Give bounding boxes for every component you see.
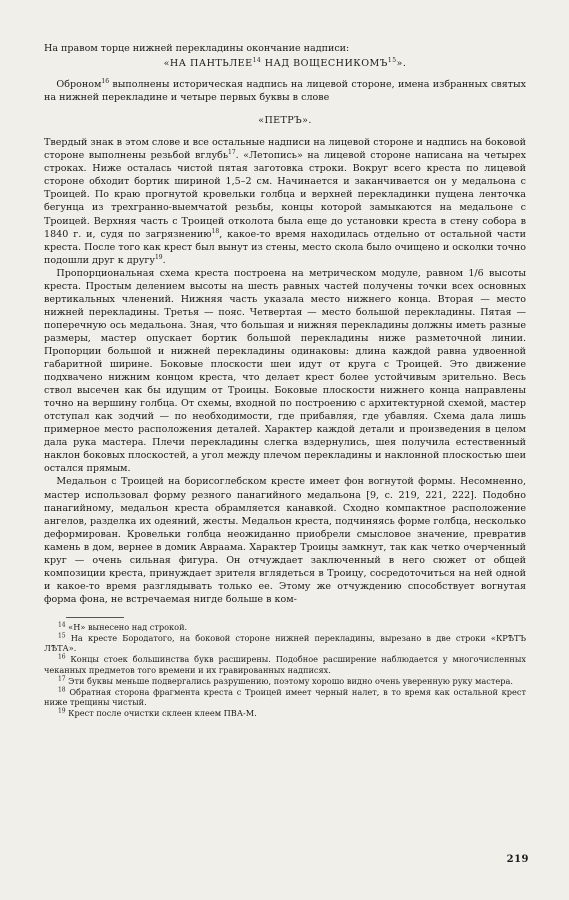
- footnote: [44, 654, 526, 675]
- inscription-line: [44, 57, 526, 70]
- footnote-number: 17: [57, 675, 66, 683]
- footnote-number: 18: [57, 686, 66, 694]
- footnote-text: Обратная сторона фрагмента креста с Троицей имеет черный налет, в то время как остальной крест ниже трещины чистый.: [44, 686, 526, 708]
- footnote-text: Концы стоек большинства букв расширены. Подобное расширение наблюдается у многочисленных чеканных предметов того времени и их гравированных надписях.: [44, 654, 526, 675]
- paragraph-text: Твердый знак в этом слове и все остальные надписи на лицевой стороне и надпись на боковой стороне выполнены резьбой вглубь: [44, 137, 526, 162]
- footnote-number: 15: [57, 632, 66, 640]
- footnote-number: 14: [57, 621, 66, 629]
- paragraph-text: .: [162, 254, 166, 266]
- footnote-text: Крест после очистки склеен клеем ПВА-М.: [65, 708, 257, 719]
- paragraph-text: Пропорциональная схема креста построена на метрическом модуле, равном: [56, 267, 463, 279]
- inscription-part: НАД ВОЩЕСНИКОМЪ: [264, 58, 388, 70]
- footnote: [44, 633, 526, 654]
- footnote-text: Эти буквы меньше подвергались разрушению, поэтому хорошо видно очень уверенную руку мастера.: [65, 675, 513, 686]
- footnote: [44, 622, 526, 633]
- footnotes: [44, 622, 526, 719]
- paragraph: [44, 267, 526, 476]
- paragraph: [44, 136, 526, 266]
- footnote-divider: [66, 617, 124, 618]
- fraction: 1/6: [468, 267, 484, 279]
- footnote-ref: 14: [252, 56, 262, 64]
- footnote-ref: 16: [101, 77, 110, 85]
- footnote-text: «Н» вынесено над строкой.: [65, 621, 188, 632]
- page-number: 219: [506, 854, 529, 865]
- footnote: [44, 687, 526, 708]
- footnote-number: 19: [57, 707, 66, 715]
- paragraph-text: , какое-то время находилась отдельно от остальной части креста. После того как крест был вынут из стены, место скола было очищено и осколки точно подошли друг к другу: [44, 228, 526, 266]
- footnote-text: На кресте Бородатого, на боковой стороне нижней перекладины, вырезано в две строки «КРѢТЪ ЛѢТА».: [44, 632, 526, 654]
- footnote-ref: 19: [154, 253, 163, 261]
- footnote-ref: 17: [228, 149, 236, 157]
- footnote: [44, 708, 526, 719]
- paragraph: [44, 78, 526, 104]
- section-heading: «ПЕТРЪ».: [258, 115, 312, 127]
- inscription-part: ».: [396, 58, 407, 70]
- footnote-ref: 15: [387, 56, 397, 64]
- footnote-number: 16: [57, 653, 66, 661]
- footnote-ref: 18: [211, 227, 220, 235]
- paragraph: Медальон с Троицей на борисоглебском кресте имеет фон вогнутой формы. Несомненно, мастер использовал форму резного панагийного медальона [9, с. 219, 221, 222]. Подобно панагийному, медальон креста обрамляется канавкой. Сходно компактное расположение ангелов, разделка их одеяний, жесты. Медальон креста, подчиняясь форме голбца, несколько деформирован. Кровельки голбца неожиданно приобрели смысловое значение, превратив камень в дом, вернее в домик Авраама. Характер Троицы замкнут, так как четко очерченный круг — очень сильная фигура. Он отчуждает заключенный в него сюжет от общей композиции креста, принуждает зрителя вглядеться в Троицу, сосредоточиться на ней одной и какое-то время разглядывать только ее. Этому же отчуждению способствует вогнутая форма фона, не встречаемая нигде больше в ком-: [44, 476, 526, 605]
- paragraph-text: высоты креста. Простым делением высоты на шесть равных частей получены точки всех основных вертикальных членений. Нижняя часть указала место нижнего конца. Вторая — место нижней перекладины. Третья — пояс. Четвертая — место большой перекладины. Пятая — поперечную ось медальона. Зная, что большая и нижняя перекладины должны иметь разные размеры, мастер опускает бортик большой перекладины ниже разметочной линии. Пропорции большой и нижней перекладины одинаковы: длина каждой равна удвоенной габаритной ширине. Боковые плоскости шеи идут от круга с Троицей. Это движение подхвачено нижним концом креста, что делает крест более устойчивым зрительно. Весь ствол высечен как бы идущим от Троицы. Боковые плоскости нижнего конца направлены точно на вершину голбца. От схемы, входной по построению с архитектурной схемой, мастер отступал как зодчий — по необходимости, где прибавляя, где убавляя. Схема дала лишь примерное место расположения деталей. Характер каждой детали и произведения в целом дала рука мастера. Плечи перекладины слегка вздернулись, шея получила естественный наклон боковых плоскостей, а угол между плечом перекладины и наклонной плоскостью шеи остался прямым.: [44, 267, 526, 475]
- footnote: [44, 676, 526, 687]
- paragraph-text: . «Летопись» на лицевой стороне написана на четырех строках. Ниже осталась чистой пятая заготовка строки. Вокруг всего креста по лицевой стороне обходит бортик шириной 1,5–2 см. Начинается и заканчивается он у медальона с Троицей. По краю прогнутой кровельки голбца и верхней перекладинки пущена ленточка бегунца из трехгранно-выемчатой резьбы, концы которой замыкаются на медальоне с Троицей. Верхняя часть с Троицей отколота была еще до установки креста в стену собора в 1840 г. и, судя по загрязнению: [44, 150, 527, 240]
- paragraph-word: Обрoном: [56, 79, 102, 91]
- paragraph-text: выполнены историческая надпись на лицевой стороне, имена избранных святых на нижней перекладине и четыре первых буквы в слове: [44, 79, 526, 104]
- intro-line: На правом торце нижней перекладины окончание надписи:: [44, 43, 350, 54]
- main-text: [44, 42, 526, 719]
- inscription-part: «НА ПАНТЬЛЕЕ: [163, 58, 253, 70]
